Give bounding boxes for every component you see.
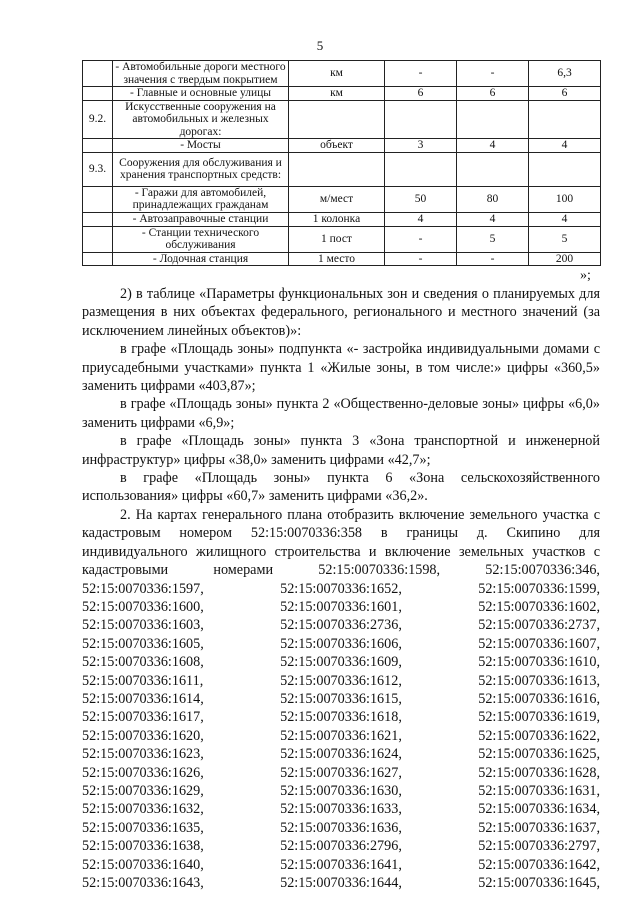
cadastral-number: 52:15:0070336:1629, — [82, 782, 204, 799]
table-row — [83, 212, 601, 226]
cadastral-number: 52:15:0070336:1625, — [478, 746, 600, 763]
table-cell-unit — [289, 100, 385, 139]
cadastral-intro-line — [82, 561, 600, 579]
cadastral-number: 52:15:0070336:1609, — [280, 654, 402, 671]
cadastral-number: 52:15:0070336:2736, — [280, 617, 402, 634]
cadastral-number: 52:15:0070336:1612, — [280, 672, 402, 689]
cadastral-number: 52:15:0070336:2797, — [478, 838, 600, 855]
cadastral-number: 52:15:0070336:1628, — [478, 764, 600, 781]
cadastral-number: 52:15:0070336:1600, — [82, 598, 204, 615]
table-cell-name: - Автозаправочные станции — [113, 212, 289, 226]
cadastral-number: 52:15:0070336:1635, — [82, 819, 204, 836]
table-cell-v3: 100 — [529, 186, 601, 212]
table-closing-quote: »; — [580, 268, 591, 283]
cadastral-number: 52:15:0070336:1637, — [478, 819, 600, 836]
table-cell-unit — [289, 152, 385, 186]
table-cell-name: - Лодочная станция — [113, 252, 289, 266]
table-row — [83, 252, 601, 266]
table-cell-v2: 4 — [457, 139, 529, 153]
table-cell-v2: - — [457, 61, 529, 87]
cadastral-number: 52:15:0070336:1645, — [478, 875, 600, 891]
table-cell-name: - Автомобильные дороги местного значения с твердым покрытием — [113, 61, 289, 87]
table-cell-no: 9.2. — [83, 100, 113, 139]
table-cell-name: Сооружения для обслуживания и хранения транспортных средств: — [113, 152, 289, 186]
cadastral-number: 52:15:0070336:1640, — [82, 856, 204, 873]
cadastral-number: 52:15:0070336:1619, — [478, 709, 600, 726]
cadastral-number: 52:15:0070336:1641, — [280, 856, 402, 873]
cadastral-number: 52:15:0070336:2737, — [478, 617, 600, 634]
parameters-table-body — [83, 61, 601, 266]
table-cell-v3: 6,3 — [529, 61, 601, 87]
paragraph-agricultural-zone: в графе «Площадь зоны» пункта 6 «Зона сельскохозяйственного использования» цифры «60,7» заменить цифрами «36,2». — [82, 470, 600, 505]
cadastral-number: 52:15:0070336:1627, — [280, 764, 402, 781]
cadastral-number: 52:15:0070336:1607, — [478, 635, 600, 652]
cadastral-number: 52:15:0070336:1631, — [478, 782, 600, 799]
table-cell-v2: 5 — [457, 226, 529, 252]
table-cell-no: 9.3. — [83, 152, 113, 186]
table-cell-v3: 4 — [529, 139, 601, 153]
table-cell-v2 — [457, 100, 529, 139]
parameters-table — [82, 60, 601, 266]
table-cell-no — [83, 61, 113, 87]
cadastral-number: 52:15:0070336:1602, — [478, 598, 600, 615]
table-row — [83, 100, 601, 139]
table-cell-no — [83, 186, 113, 212]
cadastral-number: 52:15:0070336:1610, — [478, 654, 600, 671]
cadastral-number: 52:15:0070336:1618, — [280, 709, 402, 726]
table-cell-name: - Мосты — [113, 139, 289, 153]
cadastral-number: 52:15:0070336:1633, — [280, 801, 402, 818]
cadastral-number: 52:15:0070336:1621, — [280, 727, 402, 744]
cadastral-intro-word: кадастровыми — [82, 562, 169, 579]
table-cell-no — [83, 212, 113, 226]
table-cell-no — [83, 252, 113, 266]
table-cell-v2: 80 — [457, 186, 529, 212]
paragraph-map-change: 2. На картах генерального плана отобразить включение земельного участка с кадастровым номером 52:15:0070336:358 в границы д. Скипино для индивидуального жилищного строительства и включение земельных участков с — [82, 506, 600, 560]
table-row — [83, 87, 601, 101]
paragraph-residential-zone: в графе «Площадь зоны» подпункта «- застройка индивидуальными домами с приусадебными участками» пункта 1 «Жилые зоны, в том числе:» цифры «360,5» заменить цифрами «403,87»; — [82, 341, 600, 395]
cadastral-number: 52:15:0070336:1644, — [280, 875, 402, 891]
table-cell-v1: 3 — [385, 139, 457, 153]
cadastral-number: 52:15:0070336:1599, — [478, 580, 600, 597]
cadastral-number: 52:15:0070336:346, — [485, 562, 600, 579]
cadastral-number: 52:15:0070336:1606, — [280, 635, 402, 652]
table-cell-unit: км — [289, 87, 385, 101]
table-cell-unit: 1 пост — [289, 226, 385, 252]
cadastral-number: 52:15:0070336:1652, — [280, 580, 402, 597]
page-number: 5 — [316, 38, 324, 53]
table-cell-unit: объект — [289, 139, 385, 153]
table-cell-v3: 5 — [529, 226, 601, 252]
table-cell-v1: 50 — [385, 186, 457, 212]
cadastral-number: 52:15:0070336:1597, — [82, 580, 204, 597]
table-cell-v1: 6 — [385, 87, 457, 101]
cadastral-number: 52:15:0070336:1623, — [82, 746, 204, 763]
table-cell-no — [83, 139, 113, 153]
cadastral-number: 52:15:0070336:1617, — [82, 709, 204, 726]
table-cell-name: - Станции технического обслуживания — [113, 226, 289, 252]
table-row — [83, 61, 601, 87]
table-cell-unit: км — [289, 61, 385, 87]
cadastral-number: 52:15:0070336:1615, — [280, 690, 402, 707]
cadastral-number-list — [82, 580, 600, 893]
table-cell-unit: 1 место — [289, 252, 385, 266]
table-cell-name: Искусственные сооружения на автомобильных и железных дорогах: — [113, 100, 289, 139]
cadastral-number: 52:15:0070336:1643, — [82, 875, 204, 891]
paragraph-transport-zone: в графе «Площадь зоны» пункта 3 «Зона транспортной и инженерной инфраструктур» цифры «38,0» заменить цифрами «42,7»; — [82, 433, 600, 468]
cadastral-number: 52:15:0070336:1632, — [82, 801, 204, 818]
table-row — [83, 186, 601, 212]
table-cell-v1 — [385, 152, 457, 186]
table-cell-v3 — [529, 100, 601, 139]
cadastral-number: 52:15:0070336:1613, — [478, 672, 600, 689]
table-cell-no — [83, 87, 113, 101]
table-cell-unit: м/мест — [289, 186, 385, 212]
cadastral-number: 52:15:0070336:1614, — [82, 690, 204, 707]
cadastral-number: 52:15:0070336:1636, — [280, 819, 402, 836]
cadastral-number: 52:15:0070336:1622, — [478, 727, 600, 744]
table-cell-v2: 4 — [457, 212, 529, 226]
cadastral-number: 52:15:0070336:2796, — [280, 838, 402, 855]
table-row — [83, 152, 601, 186]
cadastral-intro-word: номерами — [213, 562, 274, 579]
cadastral-number: 52:15:0070336:1616, — [478, 690, 600, 707]
table-row — [83, 139, 601, 153]
cadastral-number: 52:15:0070336:1642, — [478, 856, 600, 873]
table-cell-v2: - — [457, 252, 529, 266]
cadastral-number: 52:15:0070336:1620, — [82, 727, 204, 744]
cadastral-number: 52:15:0070336:1634, — [478, 801, 600, 818]
table-cell-name: - Гаражи для автомобилей, принадлежащих гражданам — [113, 186, 289, 212]
table-cell-no — [83, 226, 113, 252]
paragraph-business-zone: в графе «Площадь зоны» пункта 2 «Общественно-деловые зоны» цифры «6,0» заменить цифрами «6,9»; — [82, 396, 600, 431]
table-cell-v2 — [457, 152, 529, 186]
paragraph-table-intro: 2) в таблице «Параметры функциональных зон и сведения о планируемых для размещения в них объектах федерального, регионального и местного значений (за исключением линейных объектов)»: — [82, 286, 600, 339]
table-cell-v2: 6 — [457, 87, 529, 101]
table-cell-v3 — [529, 152, 601, 186]
table-cell-v3: 6 — [529, 87, 601, 101]
table-cell-unit: 1 колонка — [289, 212, 385, 226]
cadastral-number: 52:15:0070336:1638, — [82, 838, 204, 855]
document-body — [82, 285, 600, 892]
cadastral-number: 52:15:0070336:1626, — [82, 764, 204, 781]
table-cell-v3: 4 — [529, 212, 601, 226]
cadastral-number: 52:15:0070336:1611, — [82, 672, 204, 689]
cadastral-number: 52:15:0070336:1605, — [82, 635, 204, 652]
table-cell-v1: - — [385, 61, 457, 87]
table-cell-v1: 4 — [385, 212, 457, 226]
cadastral-number: 52:15:0070336:1608, — [82, 654, 204, 671]
cadastral-number: 52:15:0070336:1624, — [280, 746, 402, 763]
table-row — [83, 226, 601, 252]
table-cell-v1 — [385, 100, 457, 139]
cadastral-number: 52:15:0070336:1601, — [280, 598, 402, 615]
table-cell-v1: - — [385, 252, 457, 266]
cadastral-number: 52:15:0070336:1598, — [318, 562, 441, 579]
table-cell-name: - Главные и основные улицы — [113, 87, 289, 101]
cadastral-number: 52:15:0070336:1630, — [280, 782, 402, 799]
cadastral-number: 52:15:0070336:1603, — [82, 617, 204, 634]
table-cell-v3: 200 — [529, 252, 601, 266]
table-cell-v1: - — [385, 226, 457, 252]
